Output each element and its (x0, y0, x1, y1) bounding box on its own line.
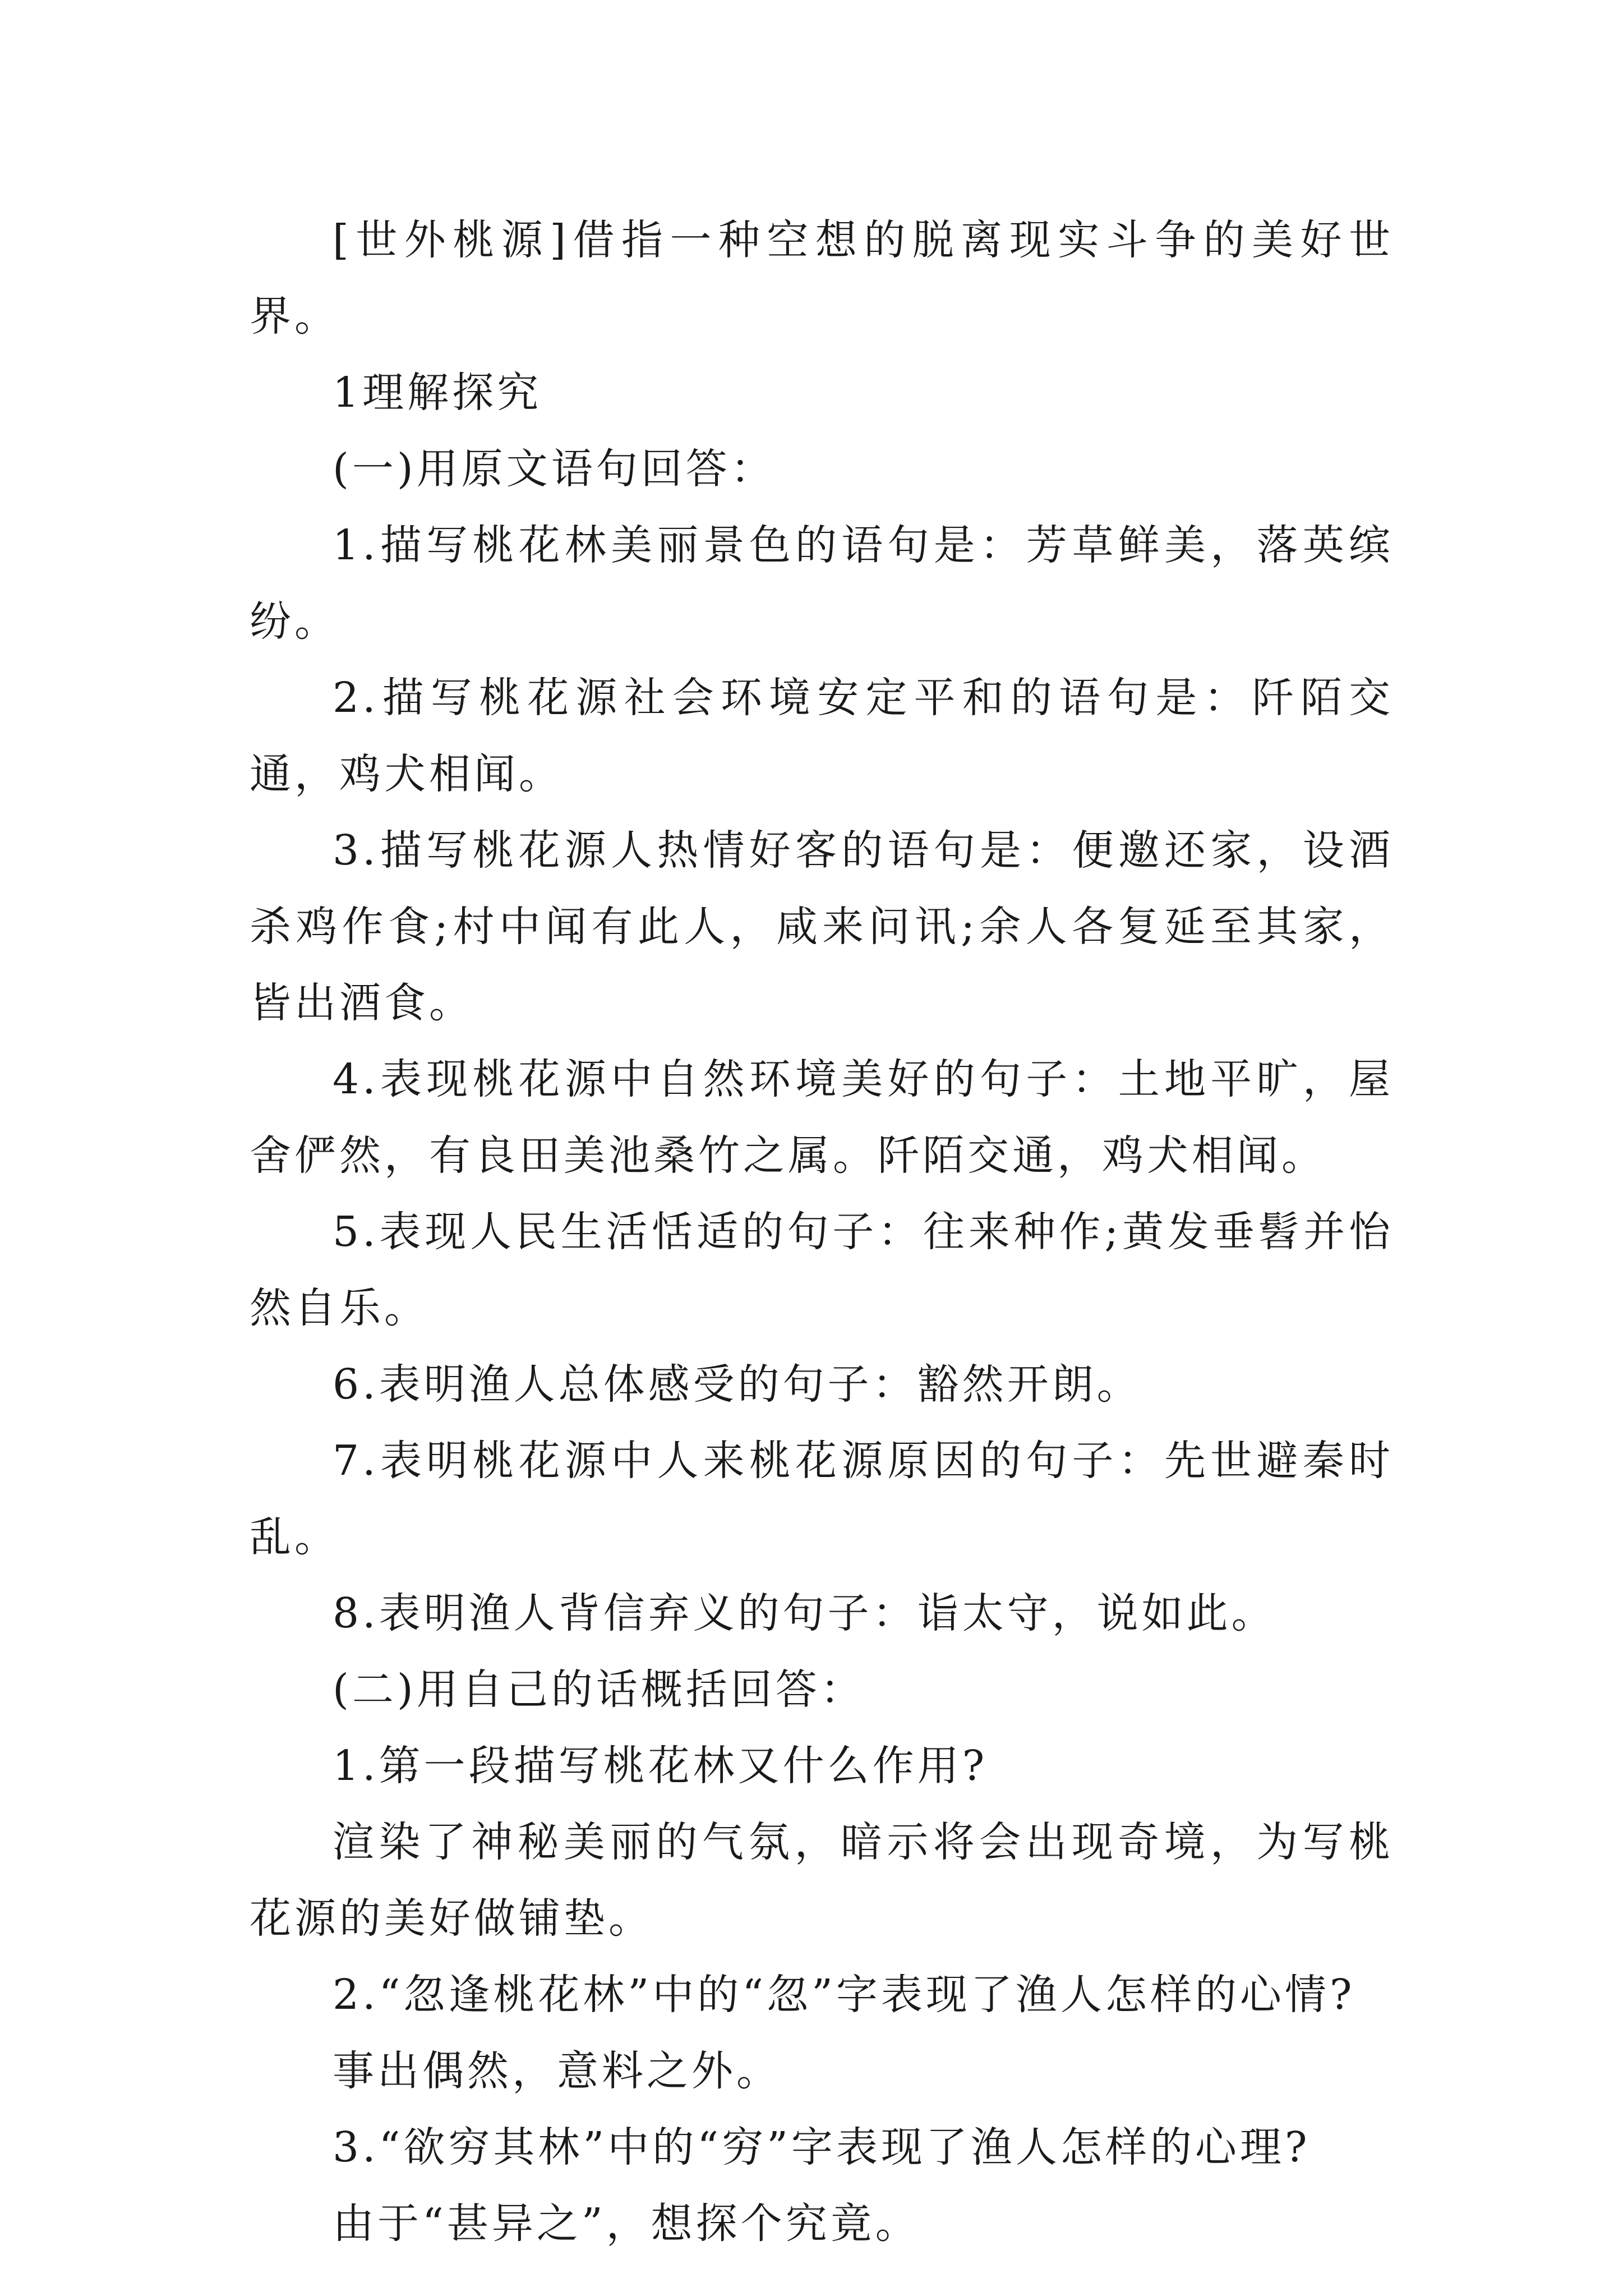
document-body (250, 202, 1394, 2262)
question-1: 1.第一段描写桃花林又什么作用? (333, 1742, 988, 1790)
question-3: 3.“欲穷其林”中的“穷”字表现了渔人怎样的心理? (333, 2123, 1311, 2171)
subsection-heading-summary: (二)用自己的话概括回答： (333, 1665, 865, 1714)
answer-item-2: 2.描写桃花源社会环境安定平和的语句是：阡陌交通，鸡犬相闻。 (250, 674, 1394, 798)
answer-2: 事出偶然，意料之外。 (333, 2047, 781, 2095)
answer-3: 由于“甚异之”，想探个究竟。 (333, 2200, 920, 2248)
paragraph-definition: [世外桃源]借指一种空想的脱离现实斗争的美好世界。 (250, 216, 1394, 341)
subsection-heading-quote: (一)用原文语句回答： (333, 445, 776, 493)
answer-item-3: 3.描写桃花源人热情好客的语句是：便邀还家，设酒杀鸡作食;村中闻有此人，咸来问讯;余人各复延至其家，皆出酒食。 (250, 826, 1394, 1027)
answer-1: 渲染了神秘美丽的气氛，暗示将会出现奇境，为写桃花源的美好做铺垫。 (250, 1818, 1394, 1943)
question-2: 2.“忽逢桃花林”中的“忽”字表现了渔人怎样的心情? (333, 1971, 1355, 2019)
section-heading-understanding: 1理解探究 (333, 369, 542, 417)
answer-item-1: 1.描写桃花林美丽景色的语句是：芳草鲜美，落英缤纷。 (250, 521, 1394, 646)
answer-item-7: 7.表明桃花源中人来桃花源原因的句子：先世避秦时乱。 (250, 1437, 1394, 1561)
answer-item-4: 4.表现桃花源中自然环境美好的句子：土地平旷，屋舍俨然，有良田美池桑竹之属。阡陌交通，鸡犬相闻。 (250, 1055, 1394, 1180)
answer-item-6: 6.表明渔人总体感受的句子：豁然开朗。 (333, 1360, 1142, 1409)
answer-item-5: 5.表现人民生活恬适的句子：往来种作;黄发垂髫并怡然自乐。 (250, 1208, 1394, 1332)
answer-item-8: 8.表明渔人背信弃义的句子：诣太守，说如此。 (333, 1589, 1276, 1637)
